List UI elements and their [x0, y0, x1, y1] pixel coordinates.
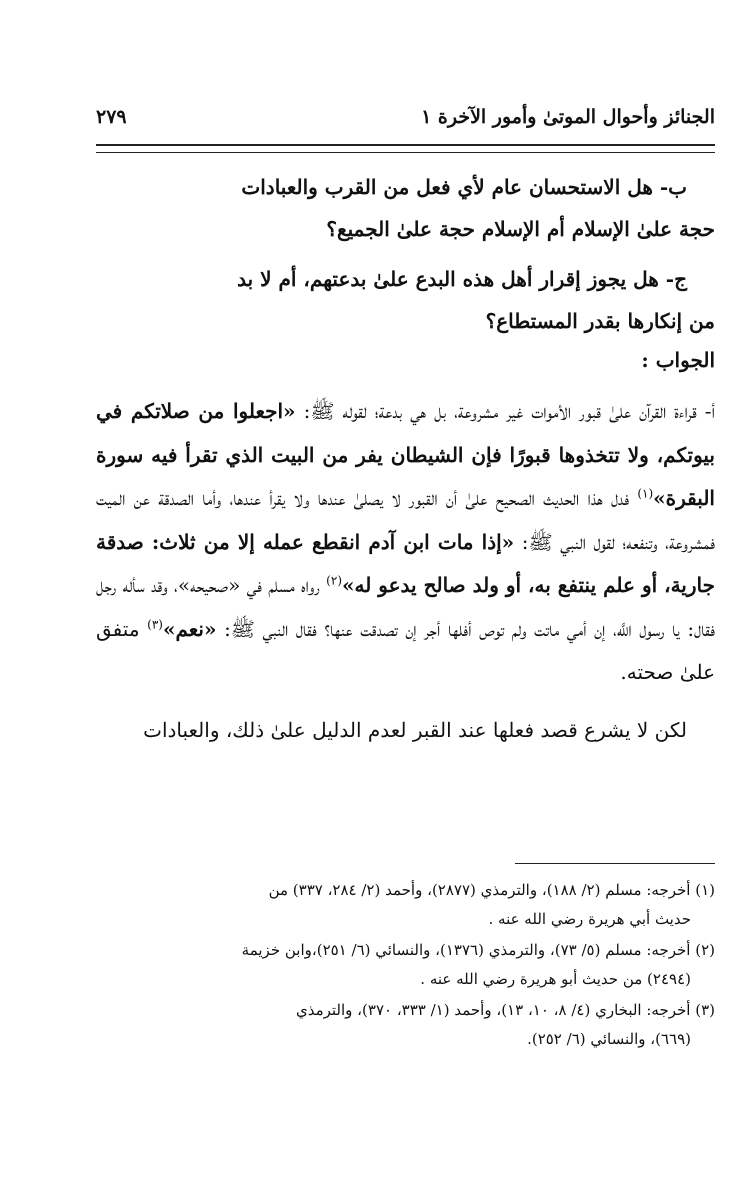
p1-text-c: رواه مسلم في «صحيحه»، وقد سأله رجل فقال: يا رسول اللَّه، إن أمي ماتت ولم توص أفلها أجر إن تصدقت عنها؟ فقال النبي ﷺ:: [96, 573, 715, 641]
hadith-3: «نعم»: [162, 616, 217, 641]
p1-text-d: متفق علىٰ صحته.: [96, 616, 715, 684]
hadith-2: «إذا مات ابن آدم انقطع عمله إلا من ثلاث: صدقة جارية، أو علم ينتفع به، أو ولد صالح يدعو له»: [96, 529, 715, 597]
p1-text-a: أ- قراءة القرآن علىٰ قبور الأموات غير مشروعة، بل هي بدعة؛ لقوله ﷺ:: [295, 399, 715, 423]
footnote-2-text: (٢) أخرجه: مسلم (٥/ ٧٣)، والترمذي (١٣٧٦)، والنسائي (٦/ ٢٥١)،وابن خزيمة: [241, 941, 715, 959]
running-title: الجنائز وأحوال الموتىٰ وأمور الآخرة ١: [421, 106, 715, 128]
footnote-1-cont: حديث أبي هريرة رضي الله عنه .: [488, 910, 691, 928]
book-page: [96, 100, 715, 1165]
footnote-1-text: (١) أخرجه: مسلم (٢/ ١٨٨)، والترمذي (٢٨٧٧)، وأحمد (٢/ ٢٨٤، ٣٣٧) من: [268, 881, 715, 899]
page-header: [96, 100, 715, 136]
footnote-2: [96, 936, 715, 994]
footnote-ref-1[interactable]: (١): [637, 486, 654, 501]
footnote-separator: [515, 863, 715, 864]
p1-text-b: فدل هذا الحديث الصحيح علىٰ أن القبور لا يصلىٰ عندها ولا يقرأ عندها، وأما الصدقة عن الميت فمشروعة، وتنفعه؛ لقول النبي ﷺ:: [96, 486, 715, 554]
questions-block: [96, 166, 715, 350]
header-rule: [96, 144, 715, 153]
question-c: [96, 258, 715, 342]
footnotes-block: [96, 876, 715, 1056]
question-b-line2: حجة علىٰ الإسلام أم الإسلام حجة علىٰ الجميع؟: [326, 217, 715, 241]
footnote-3: [96, 996, 715, 1054]
answer-body: [96, 390, 715, 752]
footnote-3-cont: (٦٦٩)، والنسائي (٦/ ٢٥٢).: [527, 1030, 691, 1048]
footnote-ref-2[interactable]: (٢): [326, 573, 342, 588]
answer-heading: الجواب :: [641, 348, 715, 372]
question-c-line2: من إنكارها بقدر المستطاع؟: [485, 309, 715, 333]
footnote-2-cont: (٢٤٩٤) من حديث أبو هريرة رضي الله عنه .: [420, 970, 691, 988]
question-b-line1: ب- هل الاستحسان عام لأي فعل من القرب والعبادات: [241, 175, 687, 199]
question-b: [96, 166, 715, 250]
answer-paragraph-2: لكن لا يشرع قصد فعلها عند القبر لعدم الدليل علىٰ ذلك، والعبادات: [143, 717, 687, 742]
question-c-line1: ج- هل يجوز إقرار أهل هذه البدع علىٰ بدعتهم، أم لا بد: [237, 267, 687, 291]
footnote-ref-3[interactable]: (٣): [147, 616, 163, 631]
answer-paragraph-1: [96, 390, 715, 695]
page-number: ٢٧٩: [96, 106, 127, 128]
footnote-1: [96, 876, 715, 934]
footnote-3-text: (٣) أخرجه: البخاري (٤/ ٨، ١٠، ١٣)، وأحمد (١/ ٣٣٣، ٣٧٠)، والترمذي: [295, 1001, 715, 1019]
hadith-1: «اجعلوا من صلاتكم في بيوتكم، ولا تتخذوها قبورًا فإن الشيطان يفر من البيت الذي تقرأ فيه سورة البقرة»: [96, 399, 715, 510]
